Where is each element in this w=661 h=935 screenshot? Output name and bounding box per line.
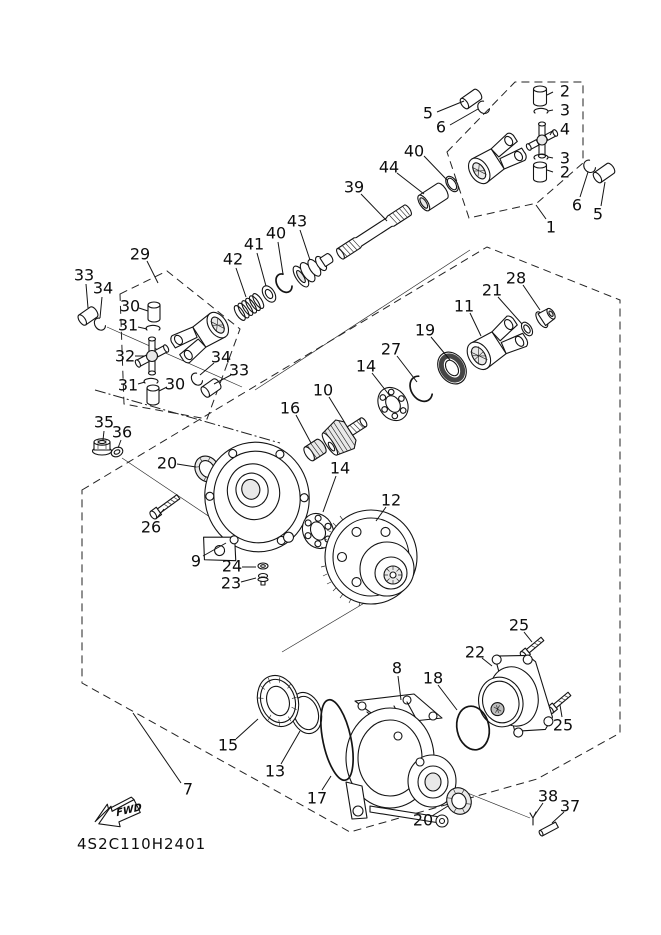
part-drawing-bushing-30a bbox=[148, 302, 160, 322]
callout-leader-5 bbox=[601, 182, 605, 206]
part-number-8: 8 bbox=[391, 658, 403, 678]
part-drawing-bolt-26 bbox=[149, 493, 181, 520]
part-number-36: 36 bbox=[111, 422, 133, 442]
part-number-20: 20 bbox=[412, 810, 434, 830]
part-number-3: 3 bbox=[559, 148, 571, 168]
callout-leader-20 bbox=[177, 464, 196, 467]
part-number-21: 21 bbox=[481, 280, 503, 300]
callout-leader-18 bbox=[438, 685, 457, 710]
callout-leader-14 bbox=[323, 476, 336, 512]
callout-leader-20 bbox=[432, 806, 448, 816]
part-number-6: 6 bbox=[435, 117, 447, 137]
part-number-40: 40 bbox=[265, 223, 287, 243]
part-number-29: 29 bbox=[129, 244, 151, 264]
part-drawing-boot-43 bbox=[290, 247, 338, 290]
callout-leader-6 bbox=[580, 172, 588, 197]
part-number-5: 5 bbox=[422, 103, 434, 123]
part-number-23: 23 bbox=[220, 573, 242, 593]
part-number-1: 1 bbox=[545, 217, 557, 237]
callout-leader-6 bbox=[450, 109, 478, 125]
fwd-arrow bbox=[92, 795, 146, 832]
part-number-18: 18 bbox=[422, 668, 444, 688]
callout-leader-31 bbox=[138, 382, 145, 384]
part-number-30: 30 bbox=[119, 296, 141, 316]
part-drawing-bearing-14a bbox=[372, 382, 415, 427]
part-number-24: 24 bbox=[221, 556, 243, 576]
callout-leader-33 bbox=[86, 284, 88, 308]
part-number-22: 22 bbox=[464, 642, 486, 662]
part-drawing-spring-42 bbox=[232, 292, 266, 322]
part-number-12: 12 bbox=[380, 490, 402, 510]
part-number-27: 27 bbox=[380, 339, 402, 359]
callout-leader-41 bbox=[257, 253, 266, 286]
callout-leader-28 bbox=[523, 285, 540, 310]
callout-leader-39 bbox=[361, 194, 387, 221]
part-drawing-washer-36 bbox=[110, 445, 125, 458]
part-drawing-nut-28 bbox=[534, 305, 559, 330]
part-number-10: 10 bbox=[312, 380, 334, 400]
callout-leader-40 bbox=[424, 156, 447, 180]
part-drawing-spider-4 bbox=[525, 122, 558, 158]
part-drawing-bolt-23 bbox=[258, 574, 268, 586]
callout-leader-2 bbox=[547, 92, 553, 95]
callout-leader-7 bbox=[133, 713, 181, 783]
part-number-37: 37 bbox=[559, 796, 581, 816]
part-number-25: 25 bbox=[508, 615, 530, 635]
part-drawing-cap-5b bbox=[592, 162, 617, 184]
part-number-9: 9 bbox=[190, 551, 202, 571]
part-number-35: 35 bbox=[93, 412, 115, 432]
part-drawing-cap-33a bbox=[76, 305, 99, 326]
part-number-13: 13 bbox=[264, 761, 286, 781]
part-number-31: 31 bbox=[117, 375, 139, 395]
part-number-39: 39 bbox=[343, 177, 365, 197]
part-drawing-snapring-40a bbox=[273, 272, 294, 295]
callout-leader-15 bbox=[236, 719, 258, 739]
callout-leader-34 bbox=[100, 297, 102, 318]
callout-leader-44 bbox=[397, 173, 424, 194]
diagram-code: 4S2C110H2401 bbox=[77, 835, 207, 853]
part-number-40: 40 bbox=[403, 141, 425, 161]
part-drawing-snapring-27 bbox=[405, 374, 433, 405]
part-number-28: 28 bbox=[505, 268, 527, 288]
callout-leader-11 bbox=[470, 313, 481, 336]
part-number-32: 32 bbox=[114, 346, 136, 366]
part-number-16: 16 bbox=[279, 398, 301, 418]
callout-leader-5 bbox=[437, 101, 464, 112]
part-drawing-coupling-44 bbox=[416, 181, 451, 212]
callout-leader-3 bbox=[548, 157, 553, 158]
part-drawing-washer-24 bbox=[258, 563, 268, 569]
callout-leader-10 bbox=[329, 397, 345, 423]
part-number-33: 33 bbox=[73, 265, 95, 285]
part-drawing-housing-cover-9 bbox=[178, 430, 322, 568]
part-drawing-clip-31b bbox=[144, 378, 158, 383]
part-number-42: 42 bbox=[222, 249, 244, 269]
part-drawing-nut-35 bbox=[93, 439, 112, 455]
part-number-2: 2 bbox=[559, 162, 571, 182]
part-number-43: 43 bbox=[286, 211, 308, 231]
part-drawing-housing-8 bbox=[346, 694, 456, 827]
part-number-38: 38 bbox=[537, 786, 559, 806]
part-number-15: 15 bbox=[217, 735, 239, 755]
part-drawing-bushing-2b bbox=[534, 162, 547, 182]
part-number-3: 3 bbox=[559, 100, 571, 120]
callout-leader-1 bbox=[536, 205, 546, 219]
part-number-34: 34 bbox=[210, 347, 232, 367]
callout-leader-16 bbox=[296, 415, 311, 443]
part-number-41: 41 bbox=[243, 234, 265, 254]
part-number-14: 14 bbox=[355, 356, 377, 376]
part-number-4: 4 bbox=[559, 119, 571, 139]
part-drawing-bushing-2a bbox=[534, 86, 547, 106]
part-number-2: 2 bbox=[559, 81, 571, 101]
part-drawing-yoke-1 bbox=[463, 131, 528, 189]
part-drawing-yoke-11 bbox=[461, 314, 530, 376]
part-number-6: 6 bbox=[571, 195, 583, 215]
callout-leader-23 bbox=[241, 578, 256, 582]
part-drawing-pin-37 bbox=[538, 822, 558, 836]
part-drawing-seal-19 bbox=[432, 347, 472, 390]
part-number-31: 31 bbox=[117, 315, 139, 335]
callout-leader-30 bbox=[139, 308, 148, 311]
callout-leader-40 bbox=[278, 242, 283, 274]
part-number-33: 33 bbox=[228, 360, 250, 380]
fwd-label: FWD bbox=[115, 801, 143, 820]
part-drawing-clip-31a bbox=[146, 325, 160, 330]
part-drawing-clip-3a bbox=[534, 108, 548, 113]
callout-leader-3 bbox=[548, 110, 553, 111]
callout-leader-43 bbox=[300, 230, 310, 260]
part-number-19: 19 bbox=[414, 320, 436, 340]
part-number-30: 30 bbox=[164, 374, 186, 394]
part-number-25: 25 bbox=[552, 715, 574, 735]
part-number-5: 5 bbox=[592, 204, 604, 224]
callout-leader-2 bbox=[547, 170, 553, 172]
part-number-11: 11 bbox=[453, 296, 475, 316]
part-number-20: 20 bbox=[156, 453, 178, 473]
part-number-44: 44 bbox=[378, 157, 400, 177]
callout-leader-27 bbox=[397, 356, 417, 382]
callout-leader-13 bbox=[281, 731, 300, 764]
part-number-17: 17 bbox=[306, 788, 328, 808]
part-number-14: 14 bbox=[329, 458, 351, 478]
part-drawing-cap-5a bbox=[459, 88, 484, 110]
part-drawing-differential-12 bbox=[321, 510, 417, 606]
part-drawing-shaft-39 bbox=[335, 204, 413, 260]
part-number-34: 34 bbox=[92, 278, 114, 298]
part-drawing-bushing-30b bbox=[147, 385, 159, 405]
part-number-7: 7 bbox=[182, 779, 194, 799]
part-number-26: 26 bbox=[140, 517, 162, 537]
callout-leader-42 bbox=[236, 268, 246, 297]
